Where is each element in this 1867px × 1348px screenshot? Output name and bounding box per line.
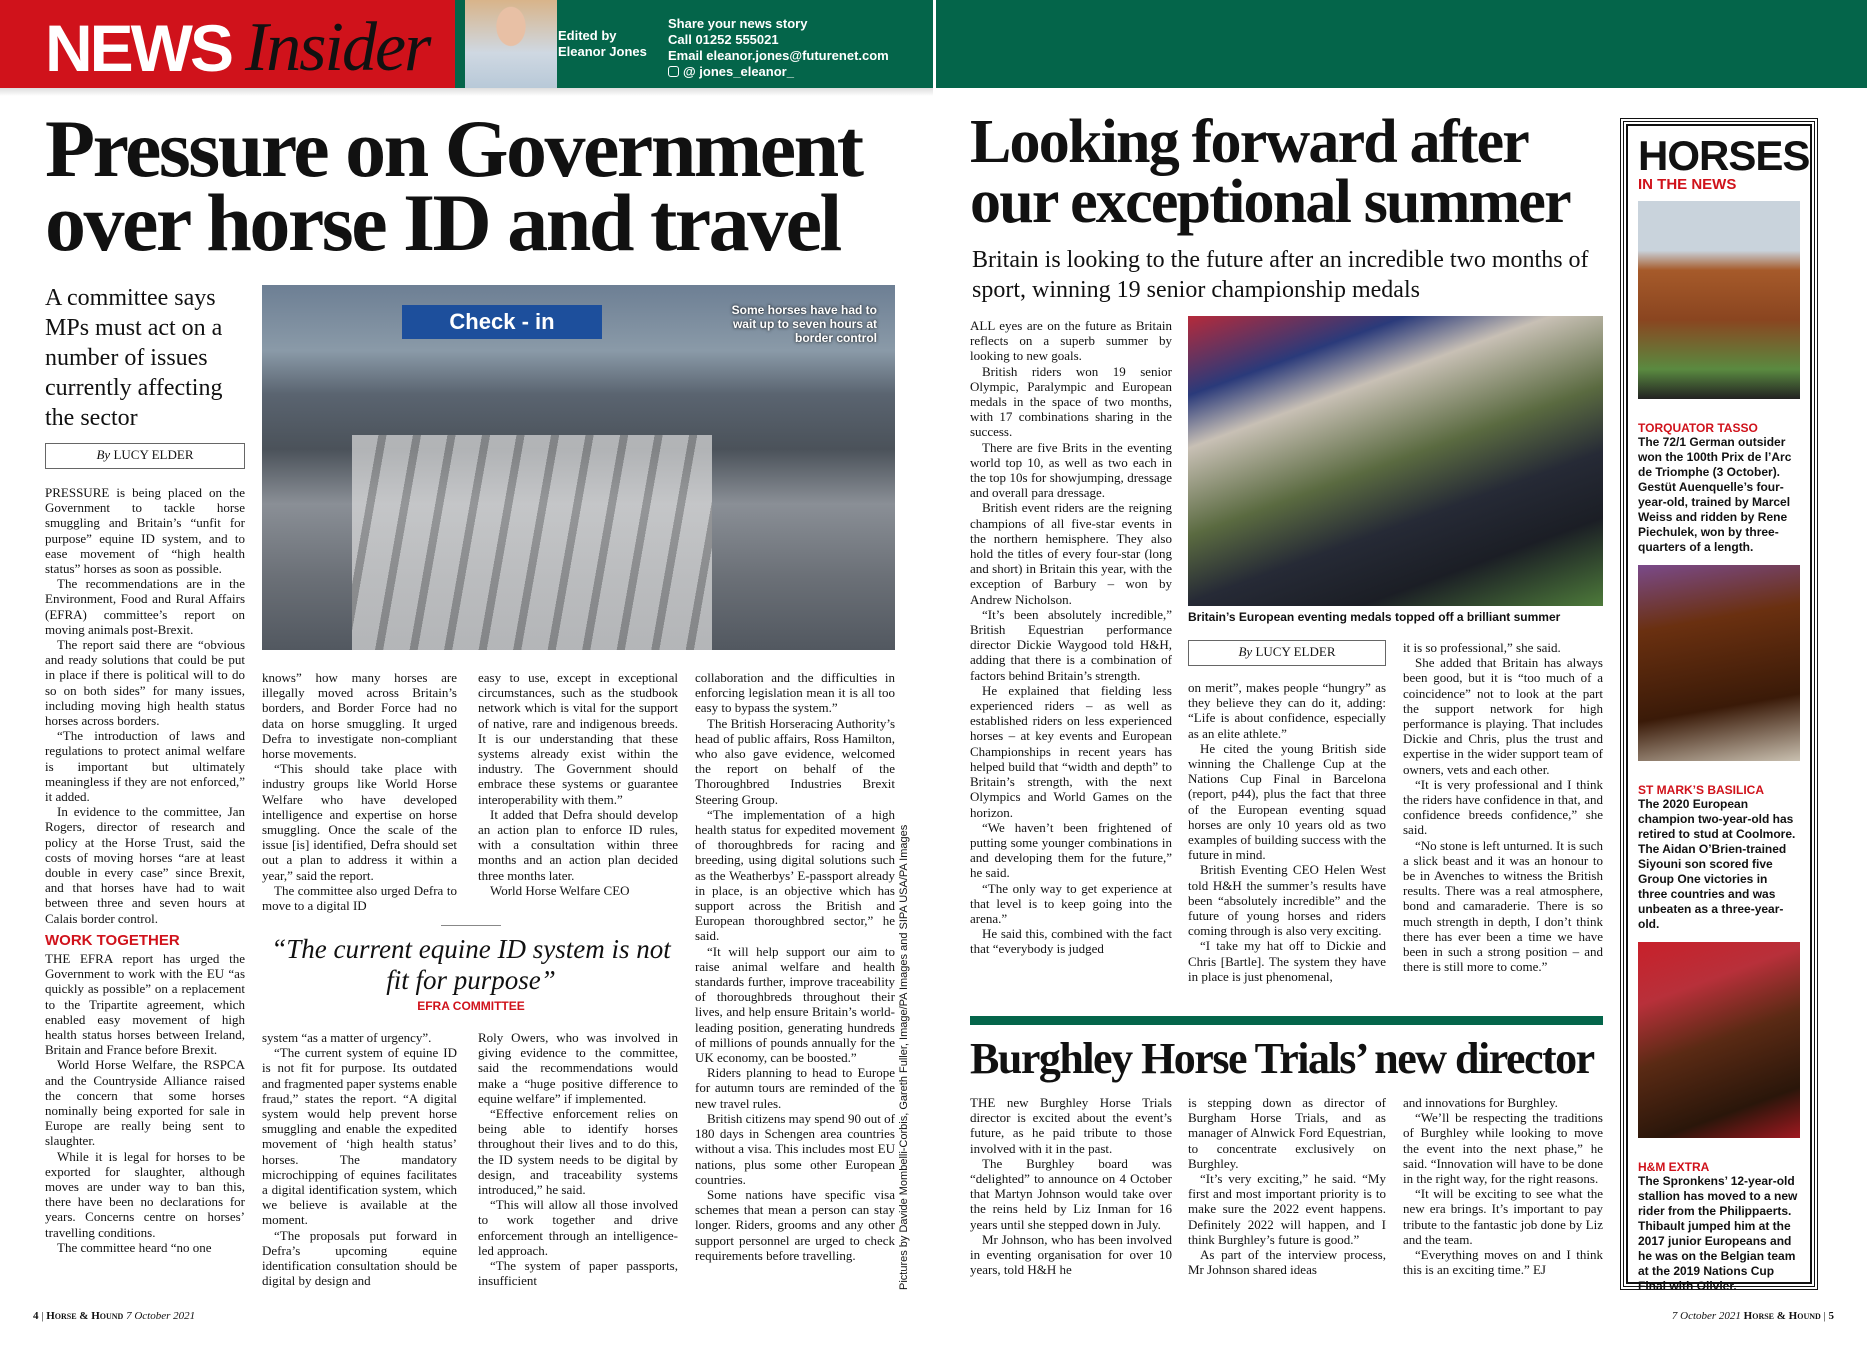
- right-col-2: [1188, 680, 1386, 1008]
- contact-info: [668, 16, 889, 80]
- paragraph: “No stone is left unturned. It is such a slick beast and it was an honour to be in Avenches to witness the British results. There was a real atmosphere, bond and camaraderie. There is so much strength in depth, I don’t think there has ever been a time we have been in such a strong position – and there is still more to come.”: [1403, 837, 1603, 975]
- paragraph: “The introduction of laws and regulations to protect animal welfare is important but ultimately meaningless if they are not enforced,” it added.: [45, 728, 245, 805]
- header-shadow: [0, 88, 933, 96]
- paragraph: “This should take place with industry groups like World Horse Welfare who have developed intelligence and expertise on horse smuggling. Once the scale of the issue [is] identified, Defra should set out a plan to address it within a year,” said the report.: [262, 761, 457, 883]
- torquator-tasso-photo: [1638, 201, 1800, 399]
- paragraph: There are five Brits in the eventing world top 10, as well as two each in the top 10s for showjumping, dressage and overall para dressage.: [970, 439, 1172, 501]
- paragraph: The committee heard “no one: [57, 1239, 212, 1255]
- left-col-2a: [262, 670, 457, 915]
- sidebar-item-text: The 2020 European champion two-year-old has retired to stud at Coolmore. The Aidan O’Brien-trained Siyouni son scored five Group One victories in three countries and was unbeaten as a three-year-old.: [1638, 797, 1796, 931]
- paragraph: As part of the interview process, Mr Johnson shared ideas: [1188, 1247, 1386, 1278]
- editor-name: Eleanor Jones: [558, 44, 647, 59]
- sidebar-item-name: ST MARK’S BASILICA: [1638, 783, 1764, 797]
- footer-right: 7 October 2021 Horse & Hound | 5: [1671, 1310, 1834, 1322]
- st-marks-basilica-photo: [1638, 565, 1800, 761]
- paragraph: “The implementation of a high health status for expedited movement of thoroughbreds for racing and breeding, using digital solutions such as the Weatherbys’ E-passport already in place, is an objective which has support across the British and European thoroughbred sector,” he said.: [695, 806, 895, 944]
- instagram-icon: [668, 66, 679, 77]
- paragraph: “I take my hat off to Dickie and Chris [Bartle]. The system they have in place is just phenomenal,: [1188, 938, 1386, 984]
- editor-photo: [465, 0, 557, 88]
- paragraph: it is so professional,” she said.: [1403, 640, 1561, 655]
- paragraph: Some nations have specific visa schemes that mean a person can stay longer. Riders, grooms and any other support personnel are urged to check requirements before travelling.: [695, 1186, 895, 1263]
- paragraph: “The only way to get experience at that level is to keep going into the arena.”: [970, 880, 1172, 926]
- main-headline: Pressure on Government over horse ID and travel: [45, 103, 862, 268]
- paragraph: The recommendations are in the Environment, Food and Rural Affairs (EFRA) committee’s report on moving animals post-Brexit.: [45, 576, 245, 637]
- burghley-col-1: [970, 1095, 1172, 1297]
- right-headline: Looking forward after our exceptional summer: [970, 108, 1570, 236]
- logo-insider: Insider: [245, 9, 430, 86]
- paragraph: “The proposals put forward in Defra’s upcoming equine identification consultation should be digital by design and: [262, 1227, 457, 1289]
- right-col-3: [1403, 640, 1603, 1008]
- magazine-name: Horse & Hound: [46, 1310, 124, 1322]
- paragraph: and innovations for Burghley.: [1403, 1095, 1558, 1110]
- paragraph: ALL eyes are on the future as Britain reflects on a superb summer by looking to new goals.: [970, 318, 1172, 364]
- paragraph: The British Horseracing Authority’s head of public affairs, Ross Hamilton, who also gave evidence, welcomed the report on behalf of the Thoroughbred Industries Brexit Steering Group.: [695, 715, 895, 807]
- burghley-headline: Burghley Horse Trials’ new director: [970, 1034, 1594, 1083]
- share-text: Share your news story: [668, 16, 808, 31]
- paragraph: British citizens may spend 90 out of 180 days in Schengen area countries without a visa. This includes most EU nations, plus some other European countries.: [695, 1110, 895, 1187]
- paragraph: “Effective enforcement relies on being able to identify horses throughout their lives and to do this, the ID system needs to be digital by design, and traceability systems introduced,” he said.: [478, 1106, 678, 1198]
- paragraph: British Eventing CEO Helen West told H&H the summer’s results have been “absolutely incredible” and the future of young horses and riders coming through is also very exciting.: [1188, 862, 1386, 939]
- subhead-work-together: WORK TOGETHER: [45, 931, 180, 949]
- photo-credit: Pictures by Davide Mombelli-Corbis, Gareth Fuller, Image/PA Images and SIPA USA/PA Images: [898, 824, 910, 1290]
- editor-credit: [558, 28, 647, 60]
- paragraph: “It will be exciting to see what the new era brings. It’s important to pay tribute to the fantastic job done by Liz and the team.: [1403, 1186, 1603, 1247]
- paragraph: system “as a matter of urgency”.: [262, 1030, 432, 1045]
- social-handle: @ jones_eleanor_: [683, 64, 794, 79]
- paragraph: THE EFRA report has urged the Government to work with the EU “as quickly as possible” on a replacement to the Tripartite agreement, which enabled easy movement of high health status horses between Ireland, Britain and France before Brexit.: [45, 950, 245, 1058]
- burghley-col-2: [1188, 1095, 1386, 1297]
- sidebar-subtitle: IN THE NEWS: [1638, 176, 1737, 193]
- paragraph: “The system of paper passports, insufficient: [478, 1258, 678, 1289]
- paragraph: is stepping down as director of Burgham Horse Trials, and as manager of Alnwick Ford Equestrian, to concentrate exclusively on Burghley.: [1188, 1095, 1386, 1171]
- paragraph: Roly Owers, who was involved in giving evidence to the committee, said the recommendations would make a “huge positive difference to equine welfare” if implemented.: [478, 1030, 678, 1106]
- paragraph: In evidence to the committee, Jan Rogers, director of research and policy at the Horse Trust, said the costs of moving horses “are at least double in every case” since Brexit, and that horses have had to wait between three and seven hours at Calais border control.: [45, 804, 245, 926]
- paragraph: The committee also urged Defra to move to a digital ID: [262, 882, 457, 914]
- pull-quote-text: “The current equine ID system is not fit for purpose”: [271, 934, 671, 995]
- checkin-sign: Check - in: [402, 305, 602, 339]
- paragraph: collaboration and the difficulties in enforcing legislation mean it is all too easy to bypass the system.”: [695, 670, 895, 716]
- sidebar-item-text: The Spronkens’ 12-year-old stallion has moved to a new rider from the Philippaerts. Thibault jumped him at the 2017 junior Europeans and he was on the Belgian team at the 2019 Nations Cup Final with Olivier.: [1638, 1174, 1798, 1293]
- paragraph: British riders won 19 senior Olympic, Paralympic and European medals in the space of two months, with 17 combinations sharing in the success.: [970, 363, 1172, 440]
- sidebar-title: HORSES: [1638, 132, 1810, 179]
- left-deck: A committee says MPs must act on a number of issues currently affecting the sector: [45, 285, 223, 431]
- paragraph: “It’s been absolutely incredible,” British Equestrian performance director Dickie Waygood told H&H, adding that there is a combination of factors behind Britain’s strength.: [970, 606, 1172, 683]
- logo-news: NEWS: [45, 11, 231, 85]
- sidebar-item-text: The 72/1 German outsider won the 100th Prix de l’Arc de Triomphe (3 October). Gestüt Auenquelle’s four-year-old, trained by Marcel Weiss and ridden by Rene Piechulek, won by three-quarters of a length.: [1638, 435, 1792, 554]
- paragraph: The Burghley board was “delighted” to announce on 4 October that Martyn Johnson would take over the reins held by Liz Inman for 16 years until she stepped down in July.: [970, 1155, 1172, 1232]
- paragraph: He cited the young British side winning the Challenge Cup at the Nations Cup Final in Barcelona (report, p44), plus the fact that three of the European eventing squad horses are only 10 years old as two examples of building success with the future in mind.: [1188, 740, 1386, 863]
- paragraph: THE new Burghley Horse Trials director is excited about the event’s future, as he paid tribute to those involved with it in the past.: [970, 1095, 1172, 1156]
- right-col-1: [970, 318, 1172, 1008]
- paragraph: “It’s very exciting,” he said. “My first and most important priority is to make sure the 2022 event happens. Definitely 2022 will happen, and I think Burghley’s future is good.”: [1188, 1171, 1386, 1247]
- email: Email eleanor.jones@futurenet.com: [668, 48, 889, 63]
- paragraph: PRESSURE is being placed on the Government to tackle horse smuggling and Britain’s “unfit for purpose” equine ID system, and to ease movement of “high health status” horses as soon as possible.: [45, 485, 245, 577]
- paragraph: The report said there are “obvious and ready solutions that could be put in place if there is political will to do so on both sides” for many issues, including moving high health status horses across borders.: [45, 637, 245, 729]
- social-row: [668, 64, 889, 80]
- paragraph: knows” how many horses are illegally moved across Britain’s borders, and Border Force had no data on horse smuggling. It urged Defra to investigate non-compliant horse movements.: [262, 670, 457, 762]
- paragraph: He explained that fielding less experienced riders – as well as established riders on less experienced horses – at key events and European Championships in recent years has helped build that “width and depth” to Britain’s strength, with the next Olympics and World Games on the horizon.: [970, 682, 1172, 820]
- sidebar-item-name: TORQUATOR TASSO: [1638, 421, 1758, 435]
- byline-by: By: [1238, 644, 1253, 659]
- paragraph: easy to use, except in exceptional circumstances, such as the studbook network which is vital for the support of native, rare and indigenous breeds. It is our understanding that these systems already exist within the industry. The Government should embrace these systems or guarantee interoperability with them.”: [478, 670, 678, 807]
- eventing-team-photo: [1188, 316, 1603, 606]
- left-col-1: [45, 485, 245, 1297]
- magazine-name: Horse & Hound: [1743, 1310, 1821, 1322]
- page-number: 4: [33, 1310, 39, 1322]
- paragraph: Mr Johnson, who has been involved in eventing organisation for over 10 years, told H&H he: [970, 1231, 1172, 1278]
- paragraph: It added that Defra should develop an action plan to enforce ID rules, with a consultation within three months and an action plan decided three months later.: [478, 806, 678, 883]
- phone: Call 01252 555021: [668, 32, 779, 47]
- paragraph: World Horse Welfare, the RSPCA and the Countryside Alliance raised the concern that some horses nominally being exported for sale in Europe are really being sent to slaughter.: [45, 1057, 245, 1149]
- horses-in-the-news-sidebar: [1620, 118, 1818, 1293]
- paragraph: While it is legal for horses to be exported for slaughter, although moves are under way to ban this, there have been no declarations for years. Concerns centre on horses’ travelling conditions.: [45, 1148, 245, 1240]
- hm-extra-photo: [1638, 942, 1800, 1138]
- photo-caption: Britain’s European eventing medals topped off a brilliant summer: [1188, 610, 1561, 624]
- left-col-3b: [478, 1030, 678, 1297]
- byline-by: By: [96, 447, 111, 462]
- byline-name: LUCY ELDER: [113, 447, 194, 462]
- paragraph: British event riders are the reigning champions of all five-star events in the northern hemisphere. They also hold the titles of every four-star (long and short) in Britain this year, with the exception of Barbury – won by Andrew Nicholson.: [970, 500, 1172, 607]
- right-deck: Britain is looking to the future after an incredible two months of sport, winning 19 senior championship medals: [972, 247, 1589, 303]
- edited-by: Edited by: [558, 28, 617, 43]
- burghley-col-3: [1403, 1095, 1603, 1297]
- paragraph: “It is very professional and I think the riders have confidence in that, and confidence breeds confidence,” she said.: [1403, 776, 1603, 838]
- left-col-3a: [478, 670, 678, 915]
- issue-date: 7 October 2021: [126, 1310, 196, 1322]
- paragraph: on merit”, makes people “hungry” as they believe they can do it, adding: “Life is about confidence, especially as an elite athlete.”: [1188, 680, 1386, 741]
- paragraph: World Horse Welfare CEO: [490, 882, 630, 898]
- footer-left: 4 | Horse & Hound 7 October 2021: [33, 1310, 196, 1322]
- paragraph: She added that Britain has always been good, but it is “too much of a coincidence” not to look at the part the support network for high performance is playing. That includes Dickie and Chris, plus the trust and expertise in the wider support team of owners, vets and each other.: [1403, 655, 1603, 777]
- paragraph: “The current system of equine ID is not fit for purpose. Its outdated and fragmented paper systems enable fraud,” states the report. “A digital system would help prevent horse smuggling and enable the expedited movement of ‘high health status’ horses. The mandatory microchipping of equines facilitates a digital identification system, which we believe is available at the moment.: [262, 1045, 457, 1228]
- lorry-lanes: [352, 435, 712, 650]
- right-byline: [1188, 640, 1386, 666]
- left-col-4: [695, 670, 895, 1297]
- left-col-2b: [262, 1030, 457, 1297]
- header-green-band-right: [936, 0, 1867, 88]
- section-rule: [970, 1016, 1603, 1025]
- page-number: 5: [1828, 1310, 1834, 1322]
- sidebar-item-name: H&M EXTRA: [1638, 1160, 1710, 1174]
- issue-date: 7 October 2021: [1671, 1310, 1741, 1322]
- paragraph: “Everything moves on and I think this is an exciting time.” EJ: [1403, 1247, 1603, 1278]
- paragraph: Riders planning to head to Europe for autumn tours are reminded of the new travel rules.: [695, 1065, 895, 1111]
- byline-name: LUCY ELDER: [1255, 644, 1336, 659]
- paragraph: “This will allow all those involved to work together and drive enforcement through an intelligence-led approach.: [478, 1197, 678, 1258]
- pull-quote-rule: [441, 925, 501, 926]
- pull-quote-source: EFRA COMMITTEE: [417, 999, 525, 1013]
- paragraph: He said this, combined with the fact that “everybody is judged: [970, 926, 1172, 957]
- paragraph: “We haven’t been frightened of putting some younger combinations in and developing them for the future,” he said.: [970, 819, 1172, 881]
- left-byline: [45, 443, 245, 469]
- paragraph: “It will help support our aim to raise animal welfare and health standards further, improve traceability of thoroughbreds throughout their lives, and help ensure Britain’s world-leading position, generating hundreds of millions of pounds annually for the UK economy, can be boosted.”: [695, 943, 895, 1066]
- pull-quote: [262, 925, 680, 1013]
- border-checkin-photo: [262, 285, 895, 650]
- paragraph: “We’ll be respecting the traditions of Burghley while looking to move the event into the next phase,” he said. “Innovation will have to be done in the right way, for the right reasons.: [1403, 1110, 1603, 1187]
- photo-overlay-caption: Some horses have had to wait up to seven hours at border control: [731, 303, 877, 345]
